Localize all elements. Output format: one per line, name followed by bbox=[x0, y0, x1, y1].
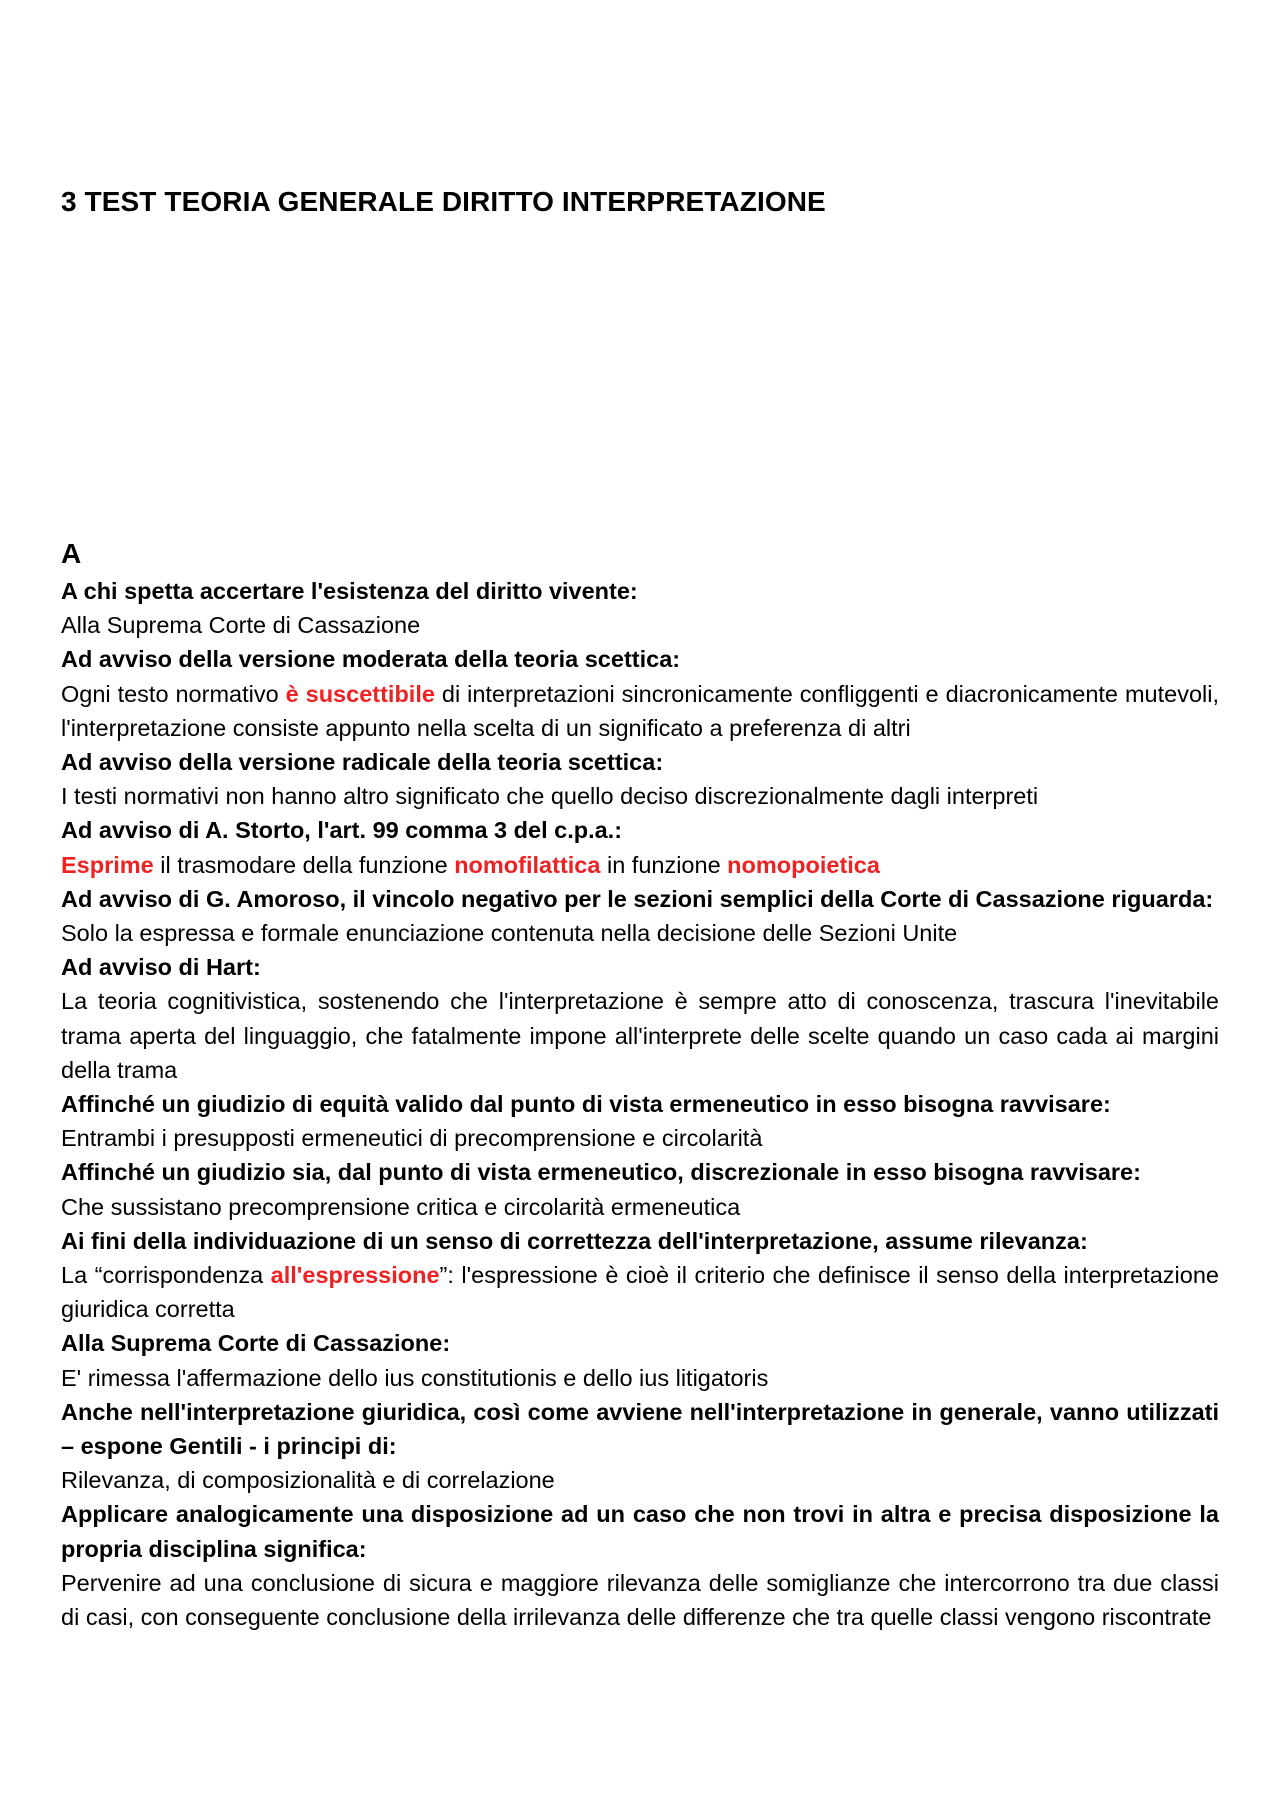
question-12: Applicare analogicamente una disposizione ad un caso che non trovi in altra e precisa disposizione la propria disciplina significa: bbox=[61, 1501, 1219, 1562]
answer-9-highlight: all'espressione bbox=[270, 1262, 440, 1289]
answer-2-text-post: di interpretazioni sincronicamente confliggenti e diacronicamente mutevoli, l'interpretazione consiste appunto nella scelta di un significato a preferenza di altri bbox=[61, 680, 1219, 741]
answer-5: Solo la espressa e formale enunciazione contenuta nella decisione delle Sezioni Unite bbox=[61, 920, 958, 947]
question-5: Ad avviso di G. Amoroso, il vincolo negativo per le sezioni semplici della Corte di Cassazione riguarda: bbox=[61, 885, 1214, 912]
answer-2-highlight: è suscettibile bbox=[285, 680, 435, 707]
answer-4-highlight-2: nomofilattica bbox=[454, 851, 601, 878]
answer-9-text-post: ”: l'espressione è cioè il criterio che definisce il senso della interpretazione giuridica corretta bbox=[61, 1262, 1219, 1323]
answer-2-text-pre: Ogni testo normativo bbox=[61, 680, 286, 707]
answer-7: Entrambi i presupposti ermeneutici di precomprensione e circolarità bbox=[61, 1125, 763, 1152]
answer-4 bbox=[61, 848, 1219, 882]
answer-6: La teoria cognitivistica, sostenendo che l'interpretazione è sempre atto di conoscenza, trascura l'inevitabile trama aperta del linguaggio, che fatalmente impone all'interprete delle scelte quando un caso cada ai margini della trama bbox=[61, 988, 1219, 1083]
document-title: 3 TEST TEORIA GENERALE DIRITTO INTERPRETAZIONE bbox=[61, 186, 826, 217]
answer-1: Alla Suprema Corte di Cassazione bbox=[61, 612, 421, 639]
question-1: A chi spetta accertare l'esistenza del diritto vivente: bbox=[61, 578, 638, 604]
answer-9-text-pre: La “corrispondenza bbox=[61, 1262, 271, 1289]
question-9: Ai fini della individuazione di un senso di correttezza dell'interpretazione, assume rilevanza: bbox=[61, 1227, 1088, 1254]
section-letter: A bbox=[61, 538, 82, 569]
answer-12: Pervenire ad una conclusione di sicura e maggiore rilevanza delle somiglianze che intercorrono tra due classi di casi, con conseguente conclusione della irrilevanza delle differenze che tra quelle classi vengono riscontrate bbox=[61, 1569, 1219, 1631]
question-4: Ad avviso di A. Storto, l'art. 99 comma 3 del c.p.a.: bbox=[61, 817, 623, 844]
answer-9 bbox=[61, 1258, 1219, 1326]
answer-2 bbox=[61, 677, 1219, 745]
answer-8: Che sussistano precomprensione critica e circolarità ermeneutica bbox=[61, 1193, 741, 1220]
question-7: Affinché un giudizio di equità valido dal punto di vista ermeneutico in esso bisogna ravvisare: bbox=[61, 1091, 1111, 1118]
question-3: Ad avviso della versione radicale della teoria scettica: bbox=[61, 749, 664, 776]
question-8: Affinché un giudizio sia, dal punto di vista ermeneutico, discrezionale in esso bisogna ravvisare: bbox=[61, 1159, 1141, 1186]
answer-10: E' rimessa l'affermazione dello ius constitutionis e dello ius litigatoris bbox=[61, 1364, 769, 1391]
answer-11: Rilevanza, di composizionalità e di correlazione bbox=[61, 1467, 555, 1494]
answer-3: I testi normativi non hanno altro significato che quello deciso discrezionalmente dagli interpreti bbox=[61, 783, 1039, 810]
answer-4-text-1: il trasmodare della funzione bbox=[153, 851, 455, 878]
answer-4-text-2: in funzione bbox=[600, 851, 728, 878]
question-10: Alla Suprema Corte di Cassazione: bbox=[61, 1330, 451, 1357]
question-11: Anche nell'interpretazione giuridica, così come avviene nell'interpretazione in generale, vanno utilizzati – espone Gentili - i principi di: bbox=[61, 1398, 1219, 1460]
answer-4-highlight-1: Esprime bbox=[61, 851, 154, 878]
question-6: Ad avviso di Hart: bbox=[61, 954, 261, 981]
qa-list bbox=[61, 574, 1219, 1634]
answer-4-highlight-3: nomopoietica bbox=[727, 851, 880, 878]
question-2: Ad avviso della versione moderata della teoria scettica: bbox=[61, 646, 681, 673]
